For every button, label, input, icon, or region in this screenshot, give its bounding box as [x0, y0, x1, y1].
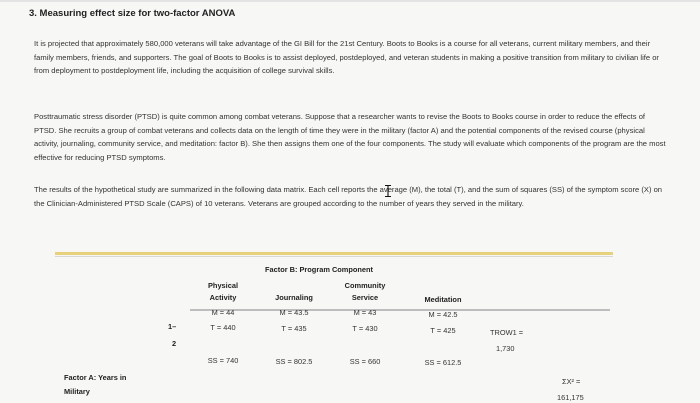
factor-b-header: Factor B: Program Component [265, 265, 373, 274]
col-physical-line1: Physical [208, 281, 238, 290]
sum-x2-value: 161,175 [557, 393, 584, 402]
cell-physical-t: T = 440 [210, 323, 236, 332]
sum-x2-label: ΣX² = [562, 377, 581, 386]
trow-label: TROW1 = [490, 328, 524, 337]
paragraph-results: The results of the hypothetical study are summarized in the following data matrix. Each cell reports the average (M), the total (T), and the sum of squares (SS) of the symptom score (X) on the Clinician-Administered PTSD Scale (CAPS) of 10 veterans. Veterans are grouped according to the number of years they served in the military. [34, 185, 663, 208]
factor-a-line1: Factor A: Years in [64, 373, 127, 382]
question-title: 3. Measuring effect size for two-factor ANOVA [29, 8, 236, 19]
col-meditation-header: Meditation [424, 295, 462, 304]
cell-journaling-t: T = 435 [281, 324, 307, 333]
cell-meditation-t: T = 425 [430, 326, 456, 335]
cell-journaling-m: M = 43.5 [279, 308, 309, 317]
row-label-line2: 2 [172, 339, 177, 348]
table-top-rule-shadow [55, 256, 613, 257]
top-divider [0, 0, 700, 2]
text-cursor-icon [384, 185, 392, 197]
col-community-line1: Community [344, 281, 386, 290]
paragraph-intro: It is projected that approximately 580,000 veterans will take advantage of the GI Bill for the 21st Century. Boots to Books is a course for all veterans, current military members, and their family members, friends, and supporters. The goal of Boots to Books is to assist deployed, postdeployed, and veteran students in making a positive transition from military to civilian life or from deployment to postdeployment life, including the acquisition of college survival skills. [34, 39, 659, 75]
col-physical-line2: Activity [209, 293, 237, 302]
cell-meditation-ss: SS = 612.5 [424, 358, 462, 367]
cell-physical-ss: SS = 740 [207, 356, 239, 365]
cell-community-t: T = 430 [352, 324, 378, 333]
trow-value: 1,730 [496, 344, 515, 353]
table-header-rule [190, 309, 610, 311]
factor-a-line2: Military [64, 387, 90, 396]
col-journaling-header: Journaling [275, 293, 313, 302]
cell-community-ss: SS = 660 [349, 357, 381, 366]
table-top-rule [55, 252, 613, 255]
cell-community-m: M = 43 [353, 308, 377, 317]
cell-meditation-m: M = 42.5 [428, 310, 458, 319]
cell-physical-m: M = 44 [211, 308, 235, 317]
col-community-line2: Service [351, 293, 379, 302]
paragraph-ptsd: Posttraumatic stress disorder (PTSD) is quite common among combat veterans. Suppose that a researcher wants to revise the Boots to Books course in order to reduce the effects of PTSD. She recruits a group of combat veterans and collects data on the length of time they were in the military (factor A) and the potential components of the revised course (physical activity, journaling, community service, and meditation: factor B). She then assigns them one of the four components. The study will evaluate which components of the program are the most effective for reducing PTSD symptoms. [34, 112, 666, 162]
row-label-line1: 1– [168, 322, 177, 331]
cell-journaling-ss: SS = 802.5 [275, 357, 313, 366]
